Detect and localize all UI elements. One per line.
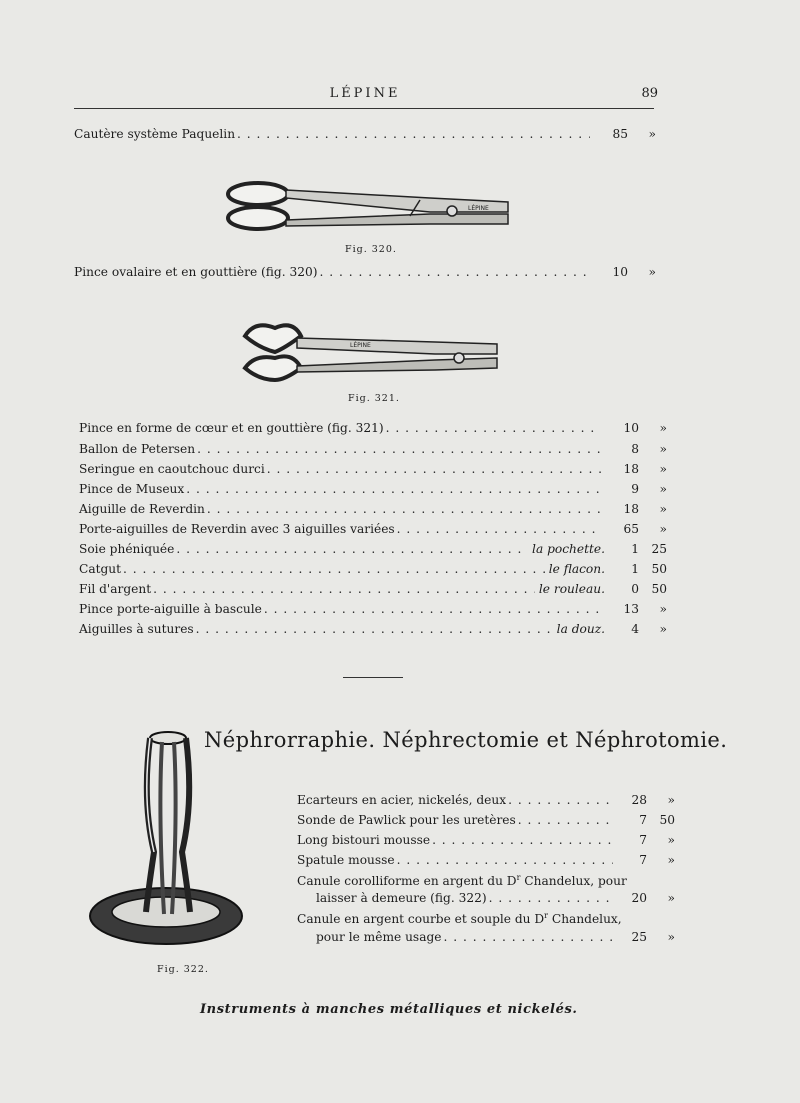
price-row xyxy=(79,442,667,460)
price-francs: 28 xyxy=(631,793,647,807)
price-row xyxy=(79,522,667,540)
price-row xyxy=(79,482,667,500)
item-name: Spatule mousse xyxy=(297,853,395,867)
price-cents: » xyxy=(659,522,667,536)
price-francs: 7 xyxy=(639,813,647,827)
item-name: Porte-aiguilles de Reverdin avec 3 aiguilles variées xyxy=(79,522,395,536)
leader-dots xyxy=(489,891,613,905)
item-unit: le flacon. xyxy=(548,562,605,576)
price-row xyxy=(316,891,675,909)
leader-dots xyxy=(386,421,601,435)
price-francs: 18 xyxy=(623,462,639,476)
price-cents: » xyxy=(659,442,667,456)
price-row xyxy=(79,582,667,600)
price-francs: 65 xyxy=(623,522,639,536)
item-name: Pince porte-aiguille à bascule xyxy=(79,602,262,616)
price-francs: 1 xyxy=(631,542,639,556)
canule-argent-line1 xyxy=(297,911,622,926)
canule-corolliforme-line1 xyxy=(297,873,627,888)
price-cents: » xyxy=(648,127,656,141)
price-cents: » xyxy=(659,622,667,636)
item-unit: la douz. xyxy=(556,622,605,636)
canule2-text: Canule en argent courbe et souple du D xyxy=(297,912,545,927)
price-francs: 9 xyxy=(631,482,639,496)
price-cents: 50 xyxy=(651,562,667,576)
item-name: laisser à demeure (fig. 322) xyxy=(316,891,487,905)
price-cents: » xyxy=(667,793,675,807)
page-number: 89 xyxy=(641,86,658,101)
price-cents: » xyxy=(667,853,675,867)
running-head: LÉPINE xyxy=(329,86,401,101)
leader-dots xyxy=(397,522,601,536)
price-francs: 18 xyxy=(623,502,639,516)
price-row xyxy=(297,813,675,831)
price-row xyxy=(79,602,667,620)
price-francs: 10 xyxy=(623,421,639,435)
leader-dots xyxy=(197,442,601,456)
price-cents: » xyxy=(667,930,675,944)
price-row xyxy=(297,853,675,871)
price-francs: 85 xyxy=(612,127,628,141)
canule2-superscript: r xyxy=(544,911,548,920)
price-cents: 50 xyxy=(659,813,675,827)
figure-caption-322: Fig. 322. xyxy=(157,964,209,975)
item-name: Ballon de Petersen xyxy=(79,442,196,456)
price-cents: » xyxy=(648,265,656,279)
closing-heading: Instruments à manches métalliques et nickelés. xyxy=(200,1002,578,1017)
item-name: Ecarteurs en acier, nickelés, deux xyxy=(297,793,507,807)
canule1-text-end: Chandelux, pour xyxy=(520,874,627,889)
price-francs: 1 xyxy=(631,562,639,576)
figure-caption-321: Fig. 321. xyxy=(348,393,400,404)
canule2-text-end: Chandelux, xyxy=(548,912,622,927)
price-cents: » xyxy=(667,891,675,905)
price-cents: » xyxy=(659,482,667,496)
price-row-cautere xyxy=(74,127,656,145)
item-name: Soie phéniquée xyxy=(79,542,175,556)
item-name: Pince en forme de cœur et en gouttière (fig. 321) xyxy=(79,421,384,435)
price-francs: 7 xyxy=(639,853,647,867)
price-row-pince-ovalaire xyxy=(74,265,656,283)
leader-dots xyxy=(397,853,613,867)
leader-dots xyxy=(176,542,528,556)
price-row xyxy=(297,793,675,811)
item-name: Cautère système Paquelin xyxy=(74,127,236,141)
leader-dots xyxy=(267,462,601,476)
engraving-label: LÉPINE xyxy=(468,205,489,212)
price-cents: 25 xyxy=(651,542,667,556)
leader-dots xyxy=(508,793,613,807)
leader-dots xyxy=(153,582,535,596)
item-name: pour le même usage xyxy=(316,930,442,944)
forceps-illustration-fig320 xyxy=(220,176,520,236)
item-name: Aiguille de Reverdin xyxy=(79,502,205,516)
leader-dots xyxy=(432,833,613,847)
price-row xyxy=(297,833,675,851)
leader-dots xyxy=(186,482,601,496)
price-francs: 25 xyxy=(631,930,647,944)
item-name: Fil d'argent xyxy=(79,582,152,596)
price-row xyxy=(79,562,667,580)
price-francs: 10 xyxy=(612,265,628,279)
leader-dots xyxy=(196,622,553,636)
price-row xyxy=(79,421,667,439)
canule-illustration-fig322 xyxy=(88,722,256,954)
price-cents: » xyxy=(667,833,675,847)
price-francs: 13 xyxy=(623,602,639,616)
price-cents: » xyxy=(659,602,667,616)
section-title: Néphrorraphie. Néphrectomie et Néphrotomie. xyxy=(204,728,728,752)
engraving-label: LÉPINE xyxy=(350,342,371,349)
heart-forceps-illustration-fig321 xyxy=(235,318,505,384)
section-divider xyxy=(343,677,403,678)
item-unit: le rouleau. xyxy=(538,582,605,596)
price-cents: 50 xyxy=(651,582,667,596)
price-row xyxy=(79,462,667,480)
item-unit: la pochette. xyxy=(532,542,605,556)
leader-dots xyxy=(237,127,590,141)
price-francs: 4 xyxy=(631,622,639,636)
price-francs: 0 xyxy=(631,582,639,596)
price-row xyxy=(79,542,667,560)
price-row xyxy=(79,502,667,520)
price-row xyxy=(79,622,667,640)
canule1-text: Canule corolliforme en argent du D xyxy=(297,874,517,889)
price-cents: » xyxy=(659,502,667,516)
item-name: Catgut xyxy=(79,562,122,576)
price-cents: » xyxy=(659,462,667,476)
price-cents: » xyxy=(659,421,667,435)
leader-dots xyxy=(443,930,613,944)
item-name: Long bistouri mousse xyxy=(297,833,431,847)
leader-dots xyxy=(320,265,590,279)
item-name: Seringue en caoutchouc durci xyxy=(79,462,265,476)
price-francs: 8 xyxy=(631,442,639,456)
leader-dots xyxy=(264,602,601,616)
header-rule xyxy=(74,108,654,109)
price-francs: 20 xyxy=(631,891,647,905)
figure-caption-320: Fig. 320. xyxy=(345,244,397,255)
item-name: Sonde de Pawlick pour les uretères xyxy=(297,813,516,827)
price-row xyxy=(316,930,675,948)
leader-dots xyxy=(207,502,601,516)
leader-dots xyxy=(518,813,613,827)
item-name: Pince ovalaire et en gouttière (fig. 320) xyxy=(74,265,318,279)
item-name: Aiguilles à sutures xyxy=(79,622,194,636)
price-francs: 7 xyxy=(639,833,647,847)
item-name: Pince de Museux xyxy=(79,482,185,496)
leader-dots xyxy=(123,562,545,576)
canule1-superscript: r xyxy=(516,873,521,882)
